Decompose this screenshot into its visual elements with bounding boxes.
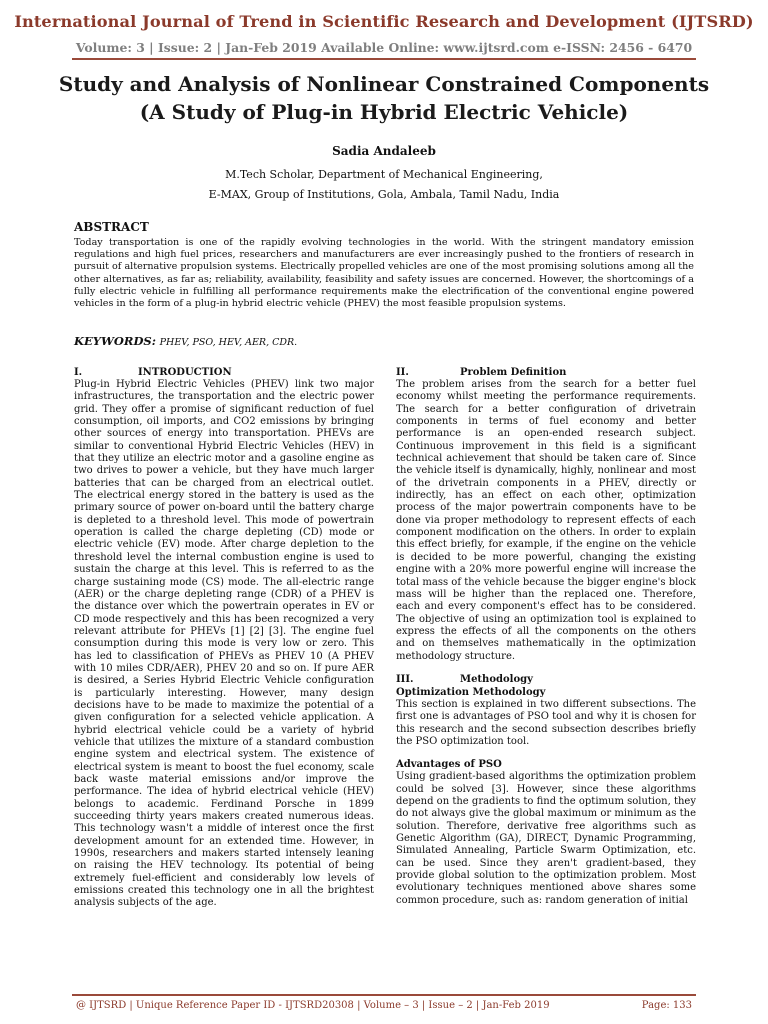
keywords xyxy=(74,334,694,348)
author-affiliation-2: E-MAX, Group of Institutions, Gola, Ambala, Tamil Nadu, India xyxy=(208,188,560,201)
journal-info: Volume: 3 | Issue: 2 | Jan-Feb 2019 Available Online: www.ijtsrd.com e-ISSN: 2456 - 6470 xyxy=(75,40,693,55)
introduction-text: Plug-in Hybrid Electric Vehicles (PHEV) link two major infrastructures, the transportation and the electric power grid. They offer a promise of significant reduction of fuel consumption, oil imports, and CO2 emissions by bringing other sources of energy into transportation. PHEVs are similar to conventional Hybrid Electric Vehicles (HEV) in that they utilize an electric motor and a gasoline engine as two drives to power a vehicle, but they have much larger batteries that can be charged from an electrical outlet. The electrical energy stored in the battery is used as the primary source of power on-board until the battery charge is depleted to a threshold level. This mode of powertrain operation is called the charge depleting (CD) mode or electric vehicle (EV) mode. After charge depletion to the threshold level the internal combustion engine is used to sustain the charge at this level. This is referred to as the charge sustaining mode (CS) mode. The all-electric range (AER) or the charge depleting range (CDR) of a PHEV is the distance over which the powertrain operates in EV or CD mode respectively and this has been recognized a very relevant attribute for PHEVs [1] [2] [3]. The engine fuel consumption during this mode is very low or zero. This has led to classification of PHEVs as PHEV 10 (A PHEV with 10 miles CDR/AER), PHEV 20 and so on. If pure AER is desired, a Series Hybrid Electric Vehicle configuration is particularly interesting. However, many design decisions have to be made to maximize the potential of a given configuration for a selected vehicle application. A hybrid electrical vehicle could be a variety of hybrid vehicle that utilizes the mixture of a standard combustion engine system and electrical system. The existence of electrical system is meant to boost the fuel economy, scale back waste material emissions and/or improve the performance. The idea of hybrid electrical vehicle (HEV) belongs to academic. Ferdinand Porsche in 1899 succeeding thirty years makers created numerous ideas. This technology wasn't a middle of interest once the first development amount for an extended time. However, in 1990s, researchers and makers started intensely leaning on raising the HEV technology. Its potential of being extremely fuel-efficient and considerably low levels of emissions created this technology one in all the brightest analysis subjects of the age. xyxy=(74,379,374,909)
keywords-label: KEYWORDS: xyxy=(74,334,156,348)
title-line-1: Study and Analysis of Nonlinear Constrained Components xyxy=(58,72,710,96)
journal-name: International Journal of Trend in Scientific Research and Development (IJTSRD) xyxy=(14,12,754,31)
keywords-list: PHEV, PSO, HEV, AER, CDR. xyxy=(159,337,298,348)
abstract-text: Today transportation is one of the rapidly evolving technologies in the world. With the stringent mandatory emission regulations and high fuel prices, researchers and manufacturers are ever increasingly pushed to the frontiers of research in pursuit of alternative propulsion systems. Electrically propelled vehicles are one of the most promising solutions among all the other alternatives, as far as; reliability, availability, feasibility and safety issues are concerned. However, the shortcomings of a fully electric vehicle in fulfilling all performance requirements make the electrification of the conventional engine powered vehicles in the form of a plug-in hybrid electric vehicle (PHEV) the most feasible propulsion systems. xyxy=(74,237,694,310)
advantages-pso-heading: Advantages of PSO xyxy=(396,759,502,771)
page-number: Page: 133 xyxy=(641,1000,692,1011)
right-column xyxy=(396,366,696,907)
left-column xyxy=(74,366,374,910)
section-number: II. xyxy=(396,367,409,378)
problem-text: The problem arises from the search for a better fuel economy whilst meeting the performance requirements. The search for a better configuration of drivetrain components in terms of fuel economy and better performance is an open-ended research subject. Continuous improvement in this field is a significant technical achievement that should be taken care of. Since the vehicle itself is dynamically, highly, nonlinear and most of the drivetrain components in a PHEV, directly or indirectly, has an effect on each other, optimization process of the major powertrain components have to be done via proper methodology to represent effects of each component modification on the others. In order to explain this effect briefly, for example, if the engine on the vehicle is decided to be more powerful, changing the existing engine with a 20% more powerful engine will increase the total mass of the vehicle because the bigger engine's block mass will be higher than the replaced one. Therefore, each and every component's effect has to be considered. The objective of using an optimization tool is explained to express the effects of all the components on the others and on themselves mathematically in the optimization methodology structure. xyxy=(396,379,696,662)
footer-rule xyxy=(72,994,696,996)
footer-text: @ IJTSRD | Unique Reference Paper ID - IJTSRD20308 | Volume – 3 | Issue – 2 | Jan-Feb 2019 xyxy=(76,1000,550,1011)
optimization-methodology-heading: Optimization Methodology xyxy=(396,686,546,698)
section-introduction-heading xyxy=(74,366,374,379)
header-rule xyxy=(72,58,696,60)
title-line-2: (A Study of Plug-in Hybrid Electric Vehicle) xyxy=(139,100,629,124)
methodology-text: This section is explained in two different subsections. The first one is advantages of PSO tool and why it is chosen for this research and the second subsection describes briefly the PSO optimization tool. xyxy=(396,698,696,747)
author-name: Sadia Andaleeb xyxy=(332,144,436,158)
section-title: Problem Definition xyxy=(460,367,567,378)
section-number: I. xyxy=(74,367,83,378)
author-affiliation-1: M.Tech Scholar, Department of Mechanical Engineering, xyxy=(225,168,543,181)
section-problem-heading xyxy=(396,366,696,379)
section-number: III. xyxy=(396,673,414,685)
section-methodology-heading xyxy=(396,673,696,686)
abstract-heading: ABSTRACT xyxy=(74,220,149,234)
footer xyxy=(76,1000,692,1011)
section-title: INTRODUCTION xyxy=(138,367,232,378)
advantages-pso-text: Using gradient-based algorithms the optimization problem could be solved [3]. However, since these algorithms depend on the gradients to find the optimum solution, they do not always give the global maximum or minimum as the solution. Therefore, derivative free algorithms such as Genetic Algorithm (GA), DIRECT, Dynamic Programming, Simulated Annealing, Particle Swarm Optimization, etc. can be used. Since they aren't gradient-based, they provide global solution to the optimization problem. Most evolutionary techniques mentioned above shares some common procedure, such as: random generation of initial xyxy=(396,771,696,906)
section-title: Methodology xyxy=(460,673,533,685)
paper-title xyxy=(0,70,768,126)
